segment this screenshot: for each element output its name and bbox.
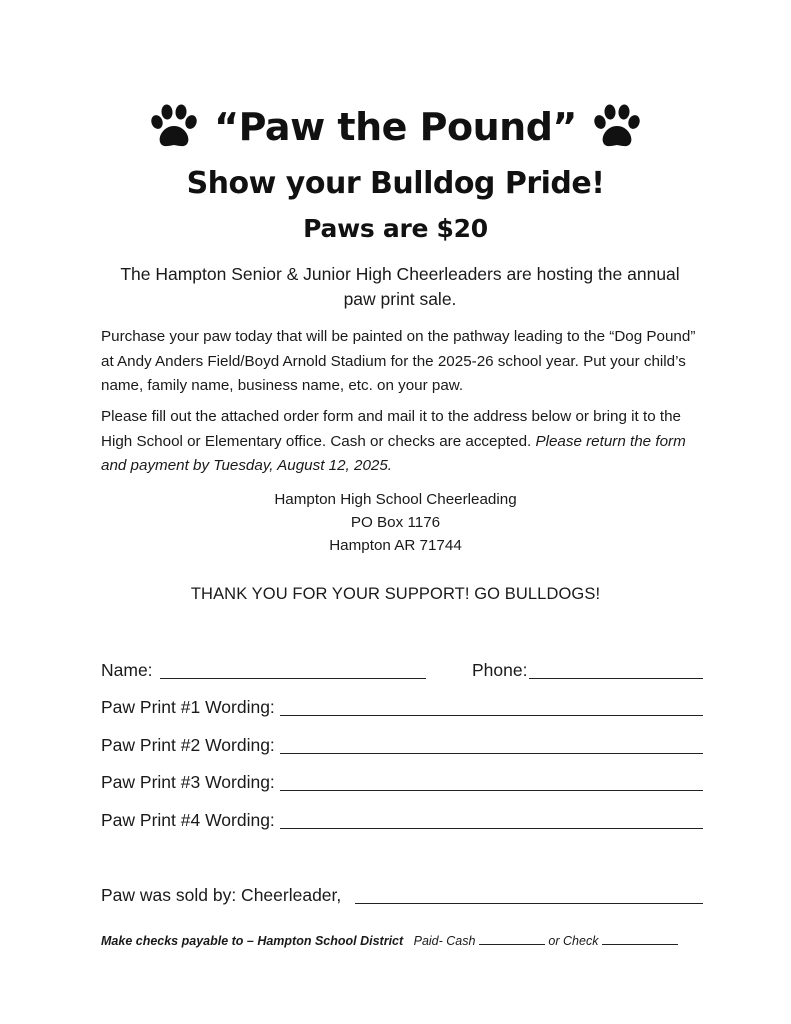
address-line-3: Hampton AR 71744 [329,537,462,554]
phone-field[interactable] [529,678,703,679]
subtitle: Show your Bulldog Pride! [186,166,605,201]
checks-payable-text: Make checks payable to – Hampton School District [101,934,404,948]
check-field[interactable] [602,934,678,945]
page-title: “Paw the Pound” [214,105,577,149]
mailing-address [0,488,791,557]
paw2-label: Paw Print #2 Wording: [101,735,275,755]
paw4-field[interactable] [280,828,703,829]
paragraph-instructions [101,405,711,479]
price-heading: Paws are $20 [303,214,488,243]
deadline-text: Please return the form and payment by Tuesday, August 12, 2025. [101,432,686,474]
sold-by-label: Paw was sold by: Cheerleader, [101,885,342,905]
paw3-field[interactable] [280,790,703,791]
thank-you-text: THANK YOU FOR YOUR SUPPORT! GO BULLDOGS! [190,585,601,603]
paw1-label: Paw Print #1 Wording: [101,697,275,717]
paw1-field[interactable] [280,715,703,716]
paw2-field[interactable] [280,753,703,754]
phone-label: Phone: [472,660,528,680]
sold-by-field[interactable] [355,903,703,904]
paid-cash-label: Paid- Cash [413,934,476,948]
payment-note [101,934,711,948]
name-field[interactable] [160,678,426,679]
paw3-label: Paw Print #3 Wording: [101,772,275,792]
or-check-label: or Check [548,934,599,948]
paw-print-icon [148,104,200,150]
title-row [0,92,791,162]
name-label: Name: [101,660,153,680]
instructions-text: Please fill out the attached order form and mail it to the address below or bring it to the High School or Elementary office. Cash or checks are accepted. [101,408,681,450]
paid-cash-field[interactable] [479,934,545,945]
paragraph-purchase: Purchase your paw today that will be painted on the pathway leading to the “Dog Pound” at Andy Anders Field/Boyd Arnold Stadium for the 2025-26 school year. Put your child’s name, family name, business name, etc. on your paw. [101,328,696,394]
paw4-label: Paw Print #4 Wording: [101,810,275,830]
address-line-1: Hampton High School Cheerleading [274,491,517,508]
paw-print-icon [591,104,643,150]
intro-text: The Hampton Senior & Junior High Cheerleaders are hosting the annual paw print sale. [120,264,680,309]
address-line-2: PO Box 1176 [350,514,441,531]
